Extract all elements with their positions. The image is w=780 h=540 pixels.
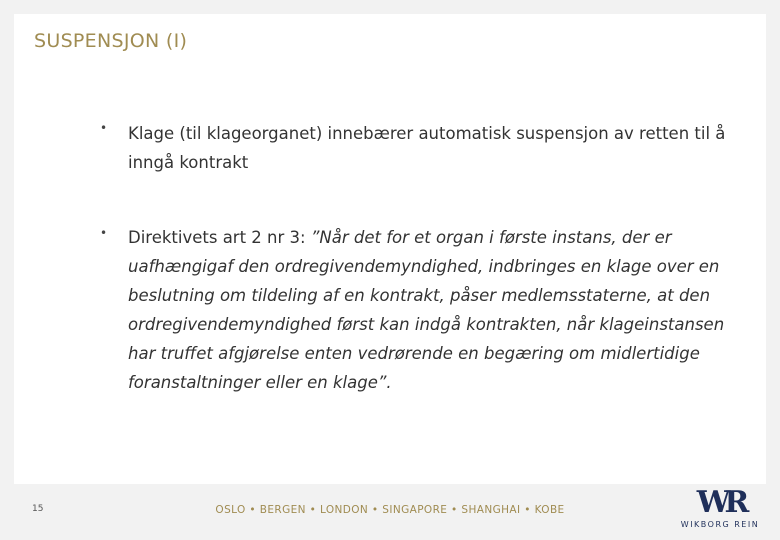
page-number: 15 (32, 504, 44, 514)
directive-quote: ”Når det for et organ i første instans, der er uafhængigaf den ordregivendemyndighed, indbringes en klage over en beslutning om tildeling af en kontrakt, påser medlemsstaterne, at den ordregivendemyndighed først kan indgå kontrakten, når klageinstansen har truffet afgjørelse enten vedrørende en begæring om midlertidige foranstaltninger eller en klage”. (128, 228, 725, 392)
logo-text: WIKBORG REIN (680, 520, 760, 529)
bullet-text-2 (128, 223, 748, 397)
company-logo (672, 485, 768, 534)
slide-title: SUSPENSJON (I) (34, 30, 188, 52)
office-cities: OSLO • BERGEN • LONDON • SINGAPORE • SHANGHAI • KOBE (215, 504, 565, 516)
bullet-text-1: Klage (til klageorganet) innebærer automatisk suspensjon av retten til å inngå kontrakt (128, 124, 726, 172)
bullet-marker: • (100, 121, 108, 135)
bullet-lead: Direktivets art 2 nr 3: (128, 228, 311, 247)
bullet-marker: • (100, 226, 108, 240)
logo-mark: WR (696, 485, 744, 520)
